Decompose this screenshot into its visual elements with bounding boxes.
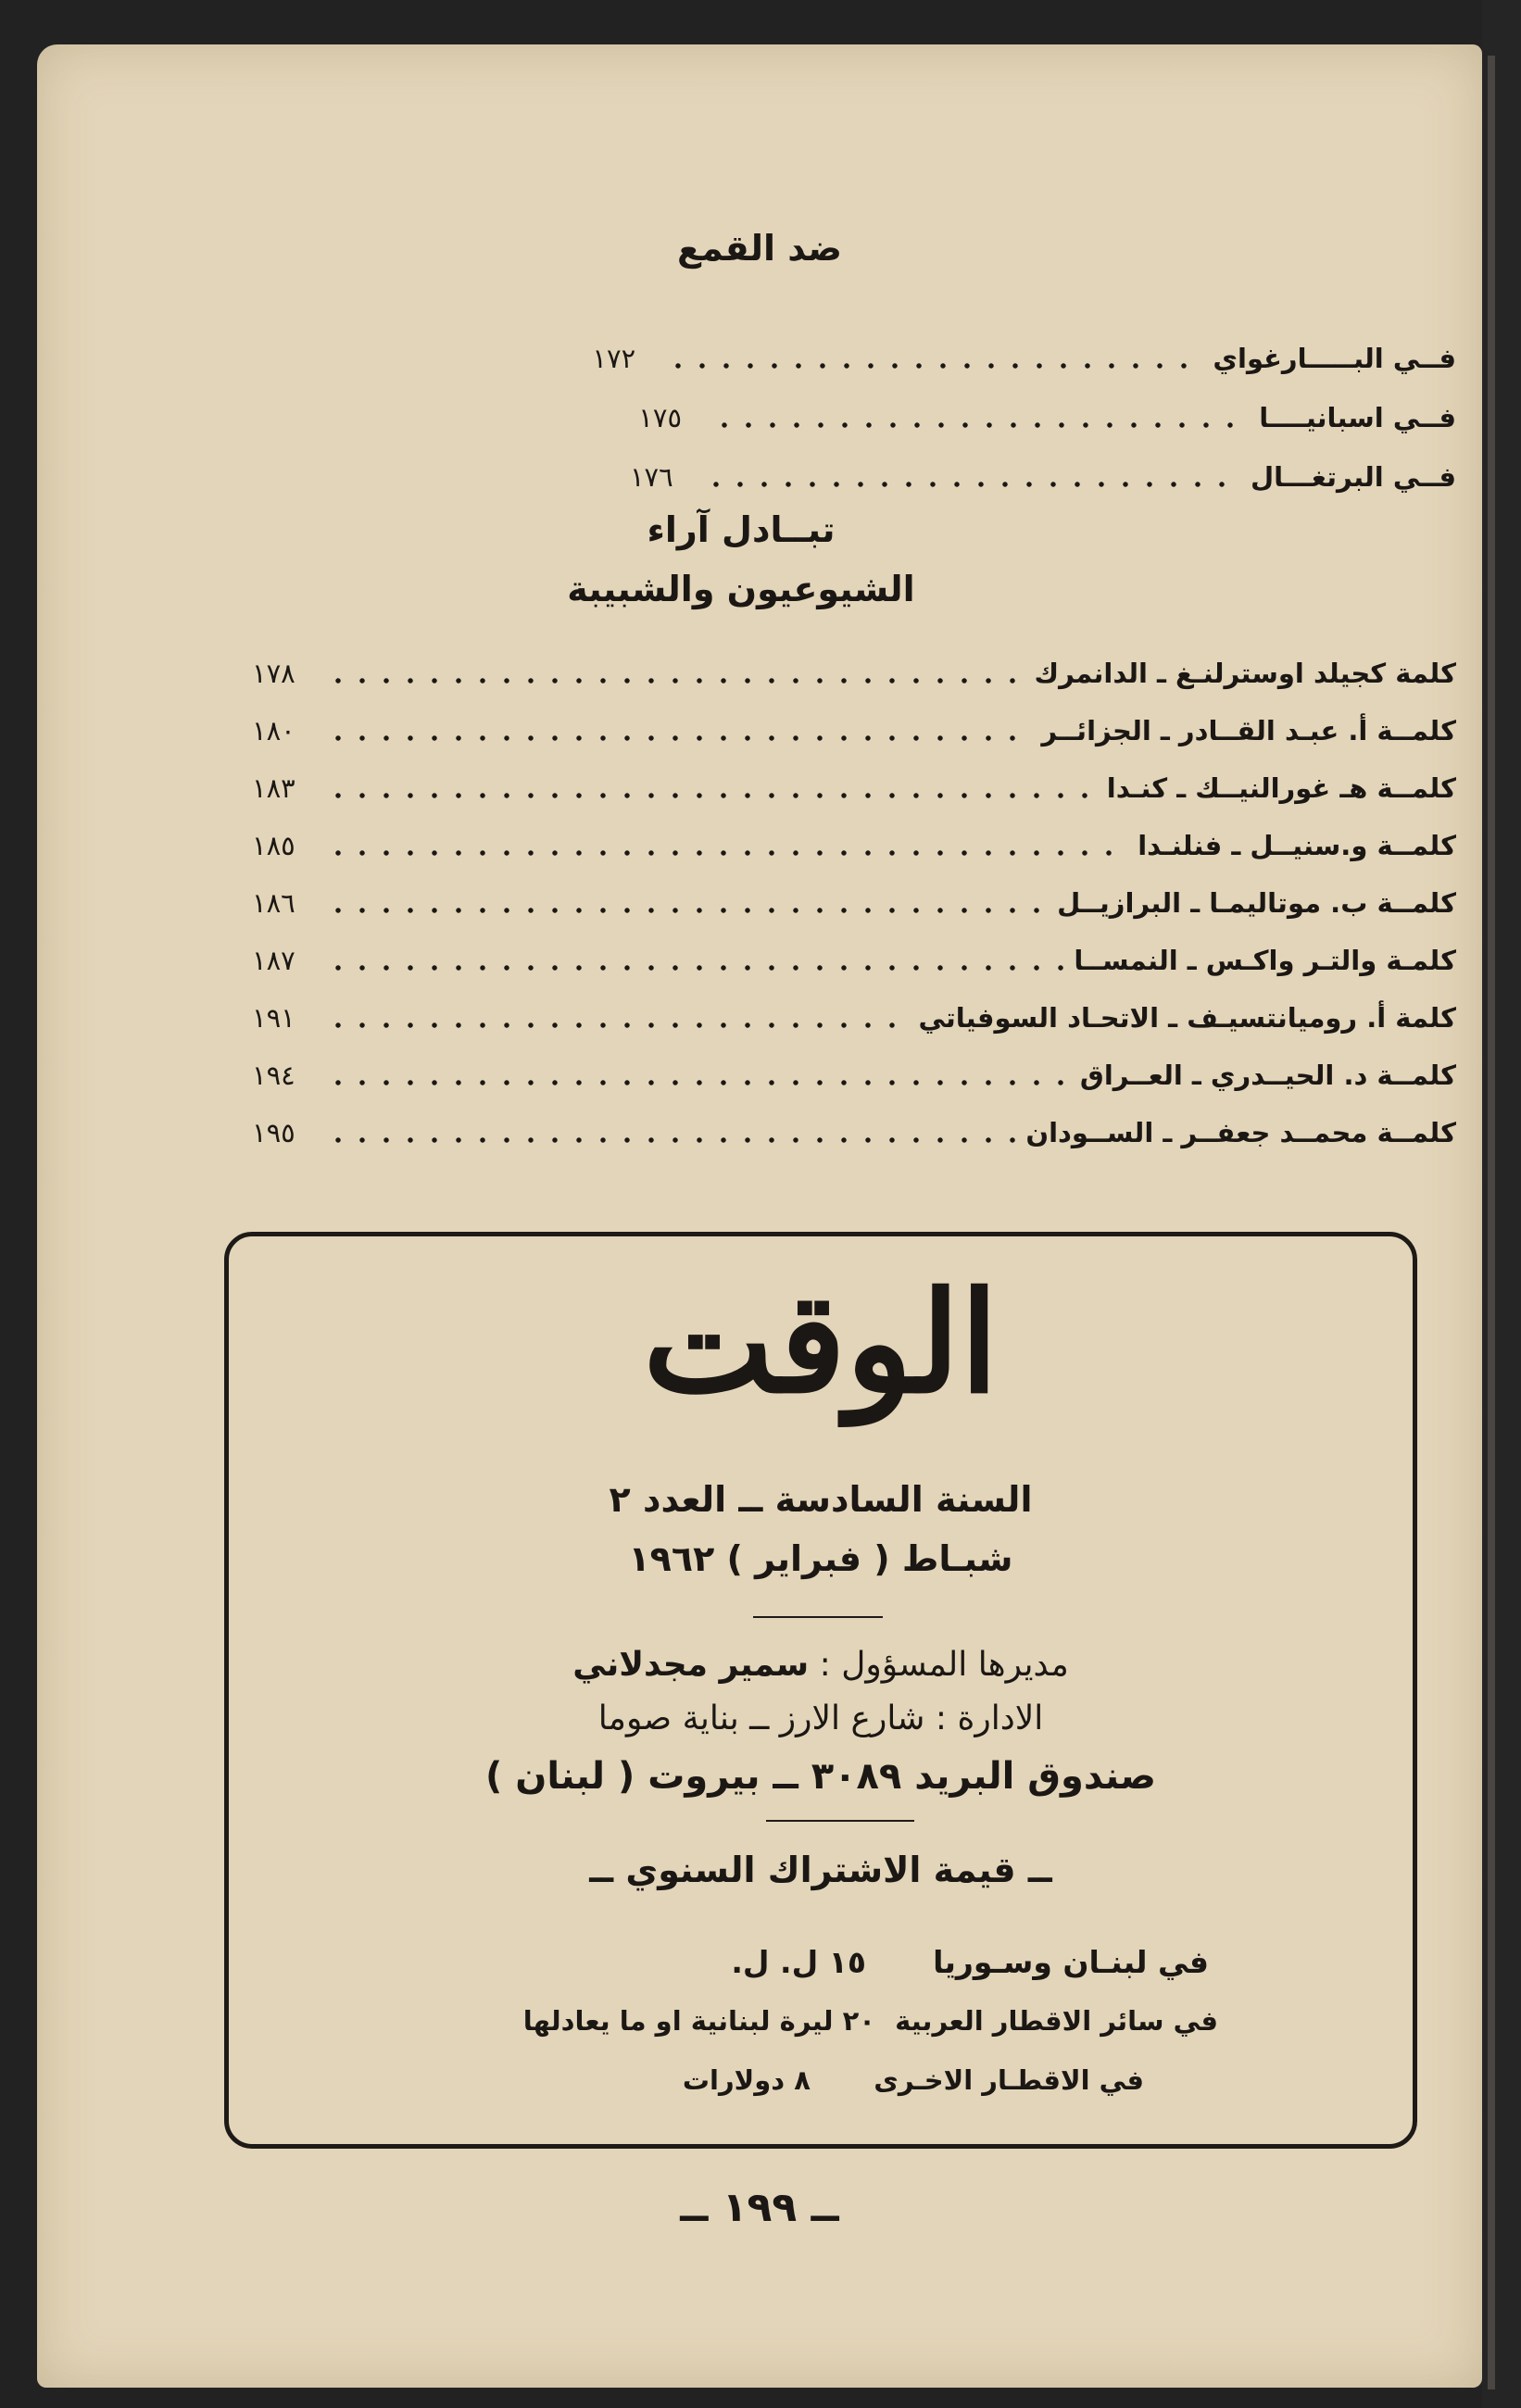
- toc-item-page: ١٩١: [252, 1002, 295, 1034]
- section-title-exchange: تبــادل آراء: [647, 509, 836, 550]
- toc-item-page: ١٧٥: [638, 402, 683, 433]
- dot-leader: [326, 850, 1128, 856]
- separator-rule: [753, 1616, 883, 1618]
- toc-row[interactable]: [252, 887, 1456, 919]
- toc-item-title: كلمــة ب. موتاليمـا ـ البرازيــل: [1057, 887, 1456, 919]
- toc-item-page: ١٩٤: [252, 1060, 295, 1091]
- masthead-title: الوقت: [643, 1261, 999, 1424]
- toc-row[interactable]: [252, 343, 1456, 374]
- issue-date: شبـاط ( فبراير ) ١٩٦٢: [628, 1538, 1013, 1579]
- toc-item-page: ١٨٣: [252, 772, 295, 804]
- toc-item-title: فــي البرتغـــال: [1250, 461, 1456, 493]
- toc-item-title: كلمــة هـ غورالنيــك ـ كنـدا: [1106, 772, 1456, 804]
- document-page: [37, 44, 1482, 2388]
- page-edge-strip: [1488, 56, 1495, 2389]
- dot-leader: [326, 908, 1048, 913]
- dot-leader: [326, 1022, 910, 1028]
- dot-leader: [326, 1137, 1016, 1143]
- toc-row[interactable]: [252, 658, 1456, 689]
- toc-item-title: كلمــة و.سنيــل ـ فنلنـدا: [1138, 830, 1456, 861]
- section-title-repression: ضد القمع: [677, 228, 842, 269]
- toc-item-title: كلمــة د. الحيــدري ـ العــراق: [1079, 1060, 1456, 1091]
- dot-leader: [326, 1080, 1071, 1085]
- toc-row[interactable]: [252, 1060, 1456, 1091]
- price-region: في الاقطـار الاخـرى: [874, 2064, 1144, 2096]
- po-box: صندوق البريد ٣٠٨٩ ــ بيروت ( لبنان ): [485, 1755, 1156, 1798]
- editor-name: سمير مجدلاني: [572, 1646, 810, 1684]
- toc-item-title: فــي البـــــارغواي: [1213, 343, 1456, 374]
- price-amount: ٨ دولارات: [682, 2064, 811, 2096]
- admin-address: الادارة : شارع الارز ــ بناية صوما: [597, 1699, 1044, 1737]
- separator-rule: [766, 1820, 914, 1822]
- price-row: [523, 2005, 1218, 2037]
- toc-row[interactable]: [252, 830, 1456, 861]
- dot-leader: [326, 793, 1098, 798]
- toc-row[interactable]: [252, 461, 1456, 493]
- toc-item-page: ١٧٦: [629, 461, 673, 493]
- toc-item-page: ١٧٨: [252, 658, 295, 689]
- editor-line: [229, 1646, 1413, 1684]
- toc-item-page: ١٨٠: [252, 715, 295, 746]
- price-row: [731, 1944, 1209, 1980]
- price-row: [683, 2064, 1144, 2096]
- dot-leader: [326, 965, 1064, 971]
- toc-row[interactable]: [252, 772, 1456, 804]
- page-number: ــ ١٩٩ ــ: [680, 2184, 839, 2231]
- toc-item-title: كلمـة والتـر واكـس ـ النمســا: [1074, 945, 1456, 976]
- dot-leader: [326, 735, 1032, 741]
- toc-item-page: ١٩٥: [252, 1117, 295, 1148]
- dot-leader: [326, 678, 1024, 684]
- section-subtitle-youth: الشيوعيون والشبيبة: [567, 569, 915, 609]
- price-region: في سائر الاقطار العربية: [895, 2005, 1218, 2037]
- toc-item-page: ١٨٦: [252, 887, 295, 919]
- toc-item-title: كلمــة أ. عبـد القــادر ـ الجزائــر: [1041, 715, 1456, 746]
- dot-leader: [666, 363, 1203, 369]
- price-amount: ٢٠ ليرة لبنانية او ما يعادلها: [522, 2005, 875, 2037]
- dot-leader: [712, 422, 1250, 428]
- toc-item-page: ١٨٥: [252, 830, 295, 861]
- toc-row[interactable]: [252, 945, 1456, 976]
- toc-item-title: كلمة أ. رومیانتسیـف ـ الاتحـاد السوفياتي: [918, 1002, 1456, 1034]
- toc-item-page: ١٨٧: [252, 945, 295, 976]
- toc-item-page: ١٧٢: [592, 343, 636, 374]
- toc-item-title: كلمة كجيلد اوسترلنـغ ـ الدانمرك: [1034, 658, 1456, 689]
- subscription-title: ــ قيمة الاشتراك السنوي ــ: [589, 1850, 1052, 1890]
- dot-leader: [704, 482, 1241, 487]
- toc-item-title: فــي اسبانيــــا: [1259, 402, 1456, 433]
- toc-item-title: كلمــة محمــد جعفــر ـ الســودان: [1025, 1117, 1456, 1148]
- issue-number: السنة السادسة ــ العدد ٢: [609, 1479, 1033, 1520]
- toc-row[interactable]: [252, 715, 1456, 746]
- toc-row[interactable]: [252, 402, 1456, 433]
- price-amount: ١٥ ل. ل.: [731, 1944, 866, 1980]
- editor-label: مديرها المسؤول :: [819, 1646, 1069, 1684]
- toc-row[interactable]: [252, 1117, 1456, 1148]
- price-region: في لبنـان وسـوريا: [933, 1944, 1209, 1980]
- toc-row[interactable]: [252, 1002, 1456, 1034]
- masthead-box: [224, 1232, 1417, 2149]
